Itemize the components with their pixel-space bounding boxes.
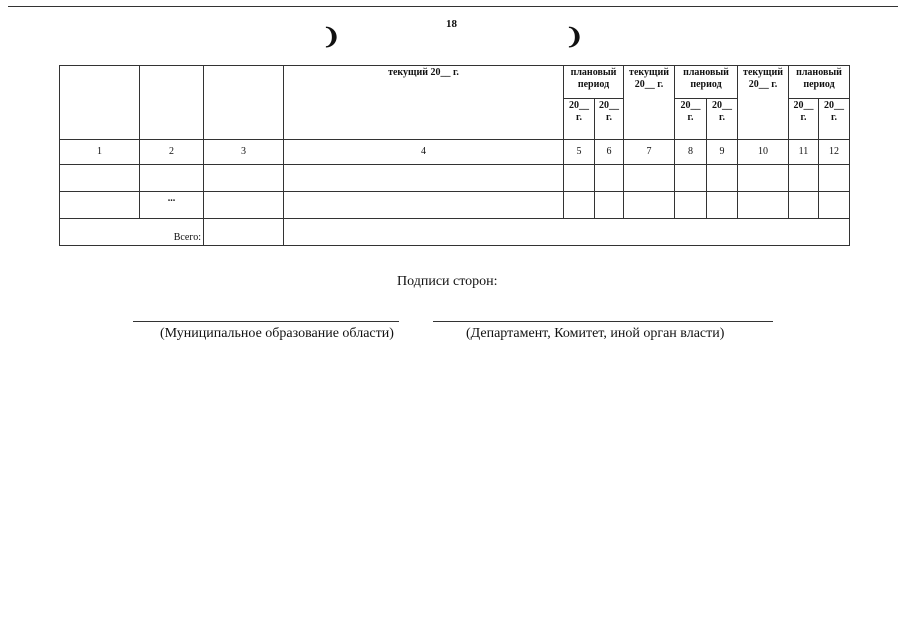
- header-current-year-3: текущий 20__ г.: [738, 66, 789, 140]
- header-year-cell: 20__ г.: [564, 99, 595, 140]
- total-cell: [204, 219, 284, 246]
- header-year-cell: 20__ г.: [707, 99, 738, 140]
- column-number: 6: [595, 140, 624, 165]
- table-cell: [789, 165, 819, 192]
- header-planned-period-2: плановый период: [675, 66, 738, 99]
- header-year-cell: 20__ г.: [675, 99, 707, 140]
- header-cell-col-2: [140, 66, 204, 140]
- signature-line-right: [433, 321, 773, 322]
- column-number-row: [60, 140, 850, 165]
- table-cell: [738, 165, 789, 192]
- table-row: [60, 165, 850, 192]
- table-cell: [738, 192, 789, 219]
- table-cell: [60, 165, 140, 192]
- signature-caption-left: (Муниципальное образование области): [160, 326, 394, 341]
- table-cell: [595, 165, 624, 192]
- hole-punch-mark-right: ❩: [565, 24, 584, 49]
- column-number: 3: [204, 140, 284, 165]
- table-cell: [564, 165, 595, 192]
- total-cell: [284, 219, 850, 246]
- table-cell: [140, 165, 204, 192]
- table-cell: [707, 192, 738, 219]
- table-header-row-1: [60, 66, 850, 99]
- table-cell: [204, 192, 284, 219]
- column-number: 1: [60, 140, 140, 165]
- table-row: [60, 192, 850, 219]
- header-year-cell: 20__ г.: [819, 99, 850, 140]
- table-cell: [564, 192, 595, 219]
- column-number: 12: [819, 140, 850, 165]
- table-cell: [284, 192, 564, 219]
- column-number: 8: [675, 140, 707, 165]
- header-year-cell: 20__ г.: [789, 99, 819, 140]
- header-year-cell: 20__ г.: [595, 99, 624, 140]
- header-planned-period-3: плановый период: [789, 66, 850, 99]
- header-cell-col-1: [60, 66, 140, 140]
- table-cell: [624, 165, 675, 192]
- column-number: 7: [624, 140, 675, 165]
- total-label: Всего:: [60, 219, 204, 246]
- column-number: 10: [738, 140, 789, 165]
- table-cell: [675, 192, 707, 219]
- top-border-line: [8, 6, 898, 7]
- column-number: 2: [140, 140, 204, 165]
- table-cell: [707, 165, 738, 192]
- column-number: 11: [789, 140, 819, 165]
- header-cell-col-3: [204, 66, 284, 140]
- table-cell: [675, 165, 707, 192]
- financing-table: [59, 65, 850, 246]
- header-current-year-2: текущий 20__ г.: [624, 66, 675, 140]
- table-cell: [789, 192, 819, 219]
- signatures-title: Подписи сторон:: [397, 274, 498, 289]
- signature-caption-right: (Департамент, Комитет, иной орган власти): [466, 326, 725, 341]
- table-cell: [284, 165, 564, 192]
- header-planned-period-1: плановый период: [564, 66, 624, 99]
- table-cell: [624, 192, 675, 219]
- signature-line-left: [133, 321, 399, 322]
- header-current-year: текущий 20__ г.: [284, 66, 564, 140]
- column-number: 9: [707, 140, 738, 165]
- total-row: [60, 219, 850, 246]
- hole-punch-mark-left: ❩: [322, 24, 341, 49]
- table-cell: ...: [140, 192, 204, 219]
- page-number: 18: [446, 18, 457, 30]
- table-cell: [60, 192, 140, 219]
- column-number: 4: [284, 140, 564, 165]
- table-cell: [204, 165, 284, 192]
- table-cell: [819, 165, 850, 192]
- table-cell: [595, 192, 624, 219]
- column-number: 5: [564, 140, 595, 165]
- table-cell: [819, 192, 850, 219]
